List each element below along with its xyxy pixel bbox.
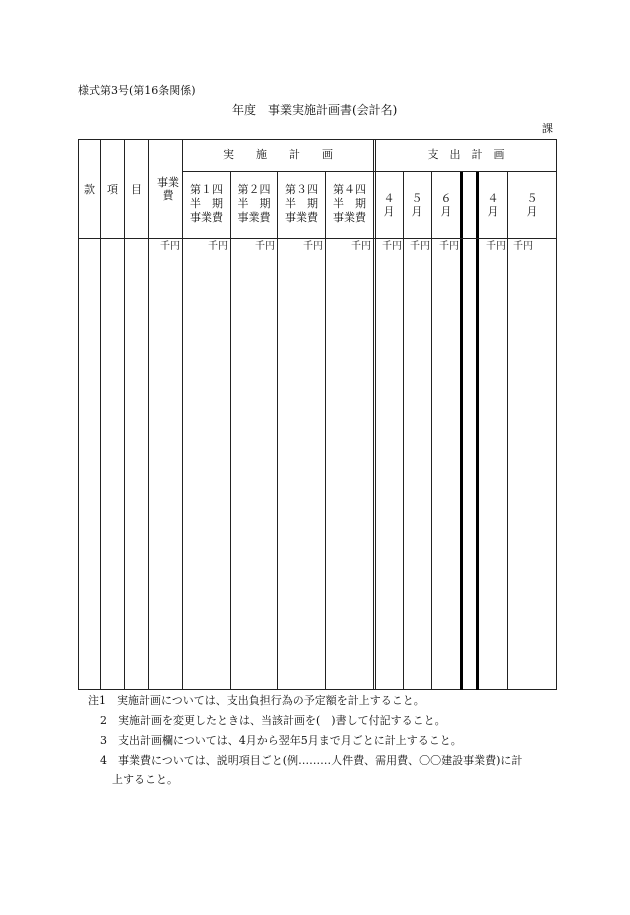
- col-month-may-next: ５月: [526, 192, 538, 218]
- unit-q2: 千円: [255, 241, 275, 252]
- unit-may: 千円: [410, 241, 430, 252]
- col-month-jun: ６月: [440, 192, 452, 218]
- col-month-may: ５月: [411, 192, 423, 218]
- col-q4: [326, 183, 373, 225]
- note-4: 4 事業費については、説明項目ごと(例………人件費、需用費、〇〇建設事業費)に計: [100, 754, 523, 767]
- department-label: 課: [542, 122, 553, 135]
- unit-apr: 千円: [382, 241, 402, 252]
- col-q2: [231, 183, 277, 225]
- col-q3-line3: 事業費: [285, 211, 318, 224]
- col-q1-line2: 半 期: [190, 197, 223, 210]
- unit-may-next: 千円: [513, 241, 533, 252]
- unit-q4: 千円: [351, 241, 371, 252]
- col-jigyouhi: 事業費: [157, 176, 179, 202]
- group-header-shishutsu: 支 出 計 画: [427, 148, 505, 161]
- col-month-apr: ４月: [383, 192, 395, 218]
- unit-jun: 千円: [439, 241, 459, 252]
- group-header-jisshi: 実 施 計 画: [223, 148, 333, 161]
- note-3: 3 支出計画欄については、4月から翌年5月まで月ごとに計上すること。: [100, 734, 462, 747]
- unit-apr-next: 千円: [486, 241, 506, 252]
- note-4-continued: 上すること。: [112, 773, 178, 786]
- col-q4-line2: 半 期: [333, 197, 366, 210]
- unit-q1: 千円: [208, 241, 228, 252]
- col-q4-line1: 第４四: [333, 183, 366, 196]
- col-q3-line1: 第３四: [285, 183, 318, 196]
- col-q4-line3: 事業費: [333, 211, 366, 224]
- col-q2-line2: 半 期: [237, 197, 271, 210]
- col-moku: 目: [131, 183, 142, 196]
- col-kan: 款: [84, 183, 95, 196]
- col-q1: [183, 183, 230, 225]
- form-number: 様式第3号(第16条関係): [78, 84, 196, 97]
- col-q1-line1: 第１四: [190, 183, 223, 196]
- unit-jigyouhi: 千円: [160, 241, 180, 252]
- col-kou: 項: [107, 183, 118, 196]
- note-1: 注1 実施計画については、支出負担行為の予定額を計上すること。: [88, 694, 425, 707]
- document-title: 年度 事業実施計画書(会計名): [232, 103, 398, 117]
- col-q1-line3: 事業費: [190, 211, 223, 224]
- col-q2-line1: 第２四: [237, 183, 271, 196]
- col-q2-line3: 事業費: [237, 211, 271, 224]
- col-month-apr-next: ４月: [487, 192, 499, 218]
- col-q3: [278, 183, 325, 225]
- unit-q3: 千円: [303, 241, 323, 252]
- col-q3-line2: 半 期: [285, 197, 318, 210]
- omission-bar-left: [460, 171, 463, 690]
- plan-table: [78, 139, 557, 690]
- note-2: 2 実施計画を変更したときは、当該計画を( )書して付記すること。: [100, 714, 446, 727]
